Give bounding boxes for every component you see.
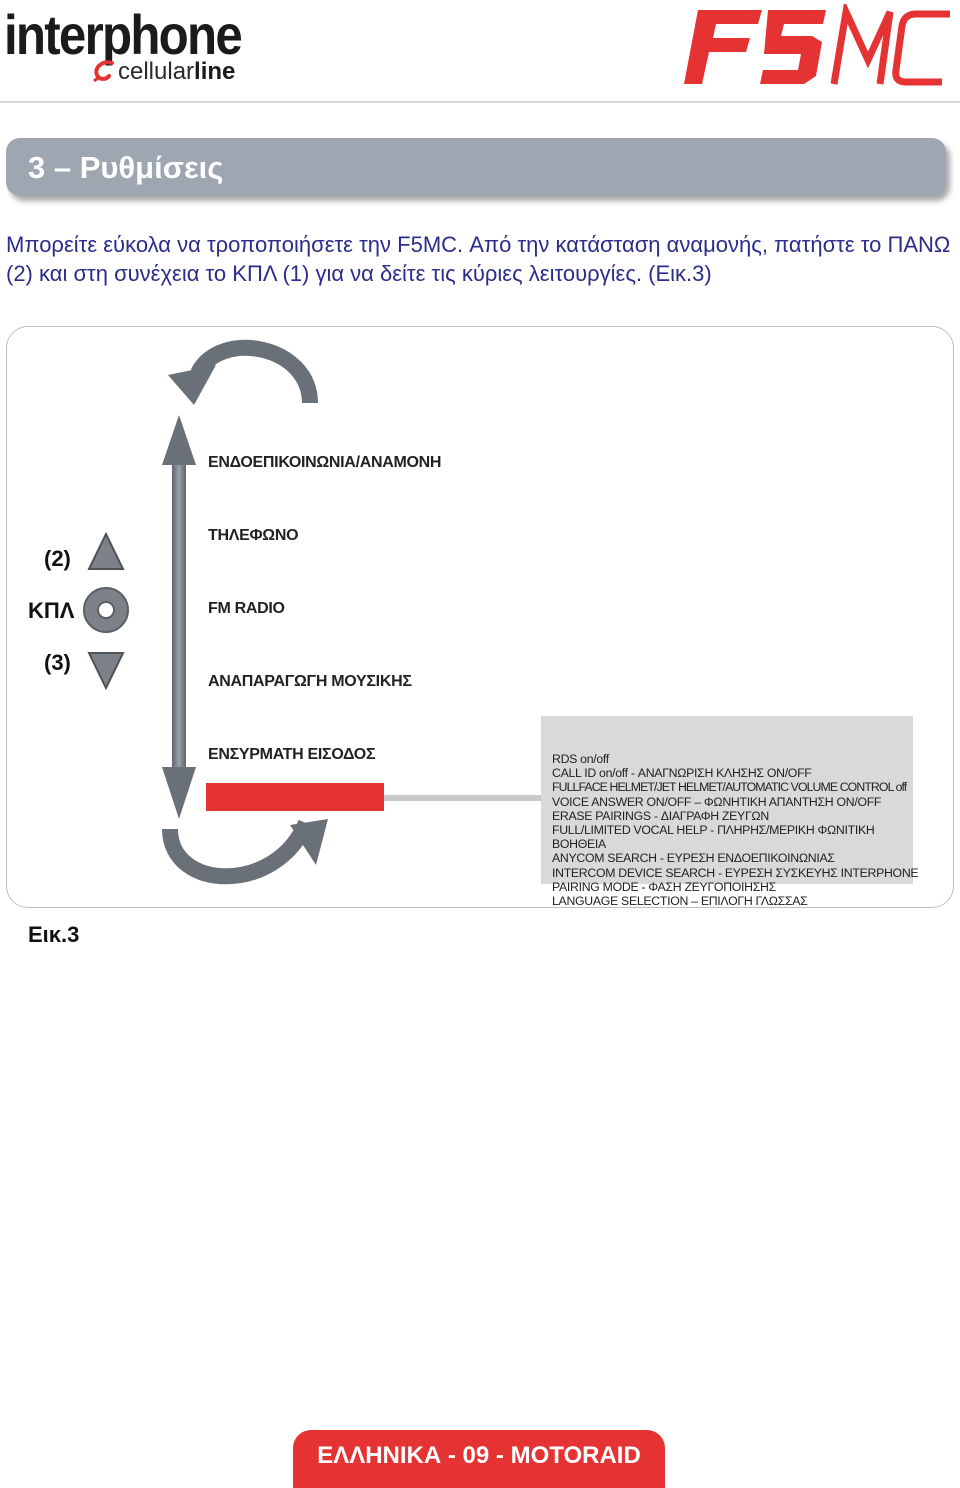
up-button-label: (2) (44, 546, 71, 571)
submenu-item: LANGUAGE SELECTION – ΕΠΙΛΟΓΗ ΓΛΩΣΣΑΣ (552, 894, 808, 909)
cellular-swoosh-icon (92, 60, 118, 82)
center-button-label: ΚΠΛ (28, 598, 75, 623)
f5mc-logo (684, 4, 954, 86)
header-divider (0, 101, 960, 103)
center-button-icon (82, 586, 130, 634)
menu-item-fm-radio: FM RADIO (208, 600, 285, 617)
submenu-item: RDS on/off (552, 752, 609, 766)
submenu-item: ERASE PAIRINGS - ΔΙΑΓΡΑΦΗ ΖΕΥΓΩΝ (552, 808, 769, 823)
submenu-item: ANYCOM SEARCH - ΕΥΡΕΣΗ ΕΝΔΟΕΠΙΚΟΙΝΩΝΙΑΣ (552, 851, 835, 866)
submenu-item: FULL/LIMITED VOCAL HELP - ΠΛΗΡΗΣ/ΜΕΡΙΚΗ ΦΩΝΙΤΙΚΗ (552, 823, 875, 838)
submenu-item: CALL ID on/off - ΑΝΑΓΝΩΡΙΣΗ ΚΛΗΣΗΣ ON/OFF (552, 766, 812, 781)
footer-page-label: ΕΛΛΗΝΙΚΑ - 09 - MOTORAID (317, 1442, 641, 1469)
menu-item-phone: ΤΗΛΕΦΩΝΟ (208, 527, 299, 544)
menu-item-wired-input: ΕΝΣΥΡΜΑΤΗ ΕΙΣΟΔΟΣ (208, 746, 376, 763)
section-title: 3 – Ρυθμίσεις (28, 150, 224, 185)
figure-caption: Εικ.3 (28, 922, 80, 947)
cellular-text: cellular (118, 58, 195, 85)
submenu-item: INTERCOM DEVICE SEARCH - ΕΥΡΕΣΗ ΣΥΣΚΕΥΗΣ INTERPHONE (552, 865, 919, 880)
line-text: line (194, 58, 236, 85)
submenu-item: FULLFACE HELMET/JET HELMET/AUTOMATIC VOLUME CONTROL off (552, 780, 907, 795)
submenu-item: PAIRING MODE - ΦΑΣΗ ΖΕΥΓΟΠΟΙΗΣΗΣ (552, 879, 776, 894)
submenu-item: VOICE ANSWER ON/OFF – ΦΩΝΗΤΙΚΗ ΑΠΑΝΤΗΣΗ ON/OFF (552, 794, 882, 809)
intro-paragraph: Μπορείτε εύκολα να τροποποιήσετε την F5MC. Από την κατάσταση αναμονής, πατήστε το ΠΑΝΩ (2) και στη συνέχεια το ΚΠΛ (1) για να δείτε τις κύριες λειτουργίες. (Εικ.3) (6, 232, 951, 286)
down-button-label: (3) (44, 650, 71, 675)
settings-highlight-bar (206, 783, 384, 811)
interphone-logo: interphone (4, 3, 242, 66)
down-triangle-icon (86, 650, 126, 690)
up-triangle-icon (86, 532, 126, 572)
submenu-list (552, 752, 922, 908)
menu-item-music: ΑΝΑΠΑΡΑΓΩΓΗ ΜΟΥΣΙΚΗΣ (208, 673, 412, 690)
submenu-item: ΒΟΗΘΕΙΑ (552, 837, 606, 852)
menu-item-intercom: ΕΝΔΟΕΠΙΚΟΙΝΩΝΙΑ/ΑΝΑΜΟΝΗ (208, 454, 442, 471)
submenu-connector (384, 795, 542, 801)
cellularline-logo (92, 58, 235, 86)
